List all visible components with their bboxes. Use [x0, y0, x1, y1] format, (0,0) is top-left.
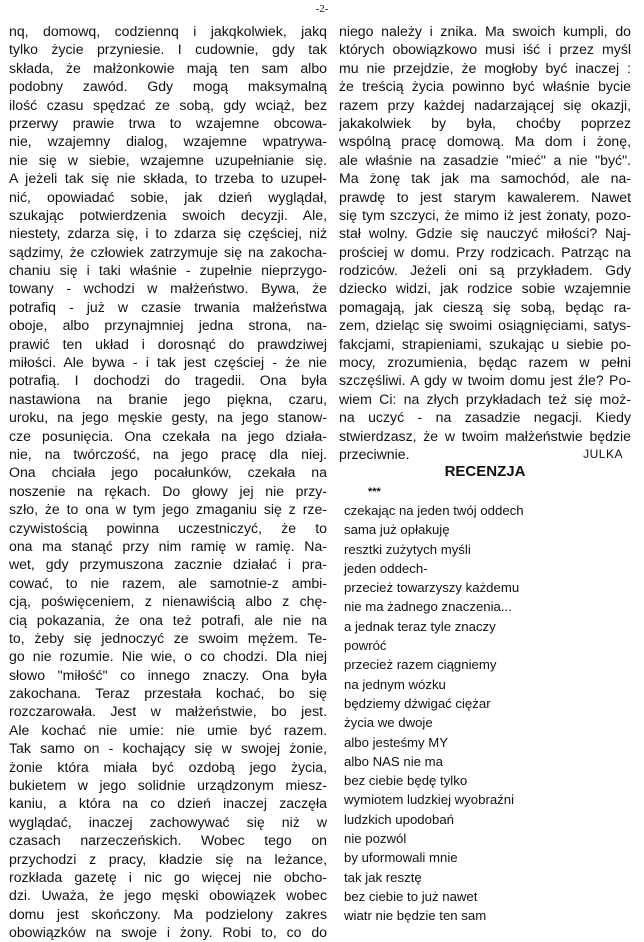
left-text-column — [9, 22, 327, 942]
text-line: fakcjami, strapieniami, szukając u siebie po- — [339, 335, 631, 352]
text-line: to, żeby się jednoczyć ze swoim mężem. Te- — [9, 629, 327, 646]
text-line: się tym szczyci, że mimo iż jest żonaty, pozo- — [339, 206, 631, 223]
text-line: Ona chciała jego pocałunków, czekała na — [9, 464, 327, 481]
poem-line: albo NAS nie ma — [344, 753, 443, 769]
text-line: jakakolwiek by była, choćby poprzez — [339, 114, 631, 131]
text-line: wspólną pracę domową. Ma dom i żonę, — [339, 133, 631, 150]
text-line: nić, opowiadać sobie, jak dzień wyglądał, — [9, 188, 327, 205]
text-line: przerwy prawie trwa to wzajemne obcowa- — [9, 114, 327, 131]
text-line: cować, to nie razem, ale samotnie-z ambi- — [9, 574, 327, 591]
poem-line: nie ma żadnego znaczenia... — [344, 599, 512, 615]
poem-line: czekając na jeden twój oddech — [344, 503, 524, 518]
text-line: obowiązków na swoje i żony. Robi to, co do — [9, 924, 327, 941]
text-line: prawić ten układ i dorosnąć do prawdziwej — [9, 335, 327, 352]
text-line: wiem Ci: na złych przykładach też się moż- — [339, 390, 631, 407]
text-line: razem przy każdej nadarzającej się okazji, — [339, 96, 631, 113]
text-line: miłości. Ale bywa - i tak jest częściej - że nie — [9, 354, 327, 371]
text-line: domu jest skończony. Ma podzielony zakres — [9, 905, 327, 922]
text-line: A jeżeli tak się nie składa, to trzeba to uzupeł- — [9, 170, 327, 187]
text-line: ona ma stanąć przy nim ramię w ramię. Na- — [9, 537, 327, 554]
text-line: prawdę to jest starym kawalerem. Nawet — [339, 188, 631, 205]
text-line: podobny zawód. Gdy mogą maksymalną — [9, 78, 327, 95]
poem-line: przecież razem ciągniemy — [344, 657, 497, 673]
text-line: chaniu się i taki właśnie - zupełnie nieprzygo- — [9, 262, 327, 279]
text-line: wyglądać, inaczej zachowywać się niż w — [9, 813, 327, 830]
text-line: szło, że to ona w tym jego zmaganiu się z rze- — [9, 501, 327, 518]
text-line: składa, że małżonkowie mają ten sam albo — [9, 59, 327, 76]
review-heading: RECENZJA — [444, 463, 526, 480]
poem-line: by uformowali mnie — [344, 850, 458, 866]
poem-line: wymiotem ludzkiej wyobraźni — [344, 792, 515, 808]
text-line: przeciwnie. — [339, 445, 410, 462]
text-line: rodziców. Jeżeli oni są przykładem. Gdy — [339, 262, 631, 279]
poem-line: będziemy dźwigać ciężar — [344, 695, 491, 711]
text-line: ilość czasu spędzać ze sobą, gdy wciąż, bez — [9, 96, 327, 113]
poem-line: przecież towarzyszy każdemu — [344, 580, 520, 596]
text-line: zem, dzieląc się swoimi osiągnięciami, satys- — [339, 317, 631, 334]
text-line: czywistością powinna uczestniczyć, że to — [9, 519, 327, 536]
text-line: cze posunięcia. Ona czekała na jego działa- — [9, 427, 327, 444]
poem — [344, 501, 634, 926]
text-line: nastawiona na branie jego piękna, czaru, — [9, 390, 327, 407]
poem-line: wiatr nie będzie ten sam — [344, 908, 487, 924]
text-line: na uczyć - na zasadzie negacji. Kiedy — [339, 409, 631, 426]
poem-line: jeden oddech- — [344, 560, 428, 576]
text-line: dzi. Uważa, że jego męski obowiązek wobec — [9, 887, 327, 904]
text-line: kaniu, a która na co dzień inaczej zaczęła — [9, 795, 327, 812]
page-number: -2- — [315, 3, 329, 15]
poem-line: resztki zużytych myśli — [344, 541, 471, 557]
poem-line: na jednym wózku — [344, 676, 446, 692]
text-line: stwierdzasz, że w twoim małżeństwie będzie — [339, 427, 631, 444]
poem-line: a jednak teraz tyle znaczy — [344, 618, 496, 634]
poem-line: bez ciebie to już nawet — [344, 888, 478, 904]
text-line: przychodzi z pracy, kładzie się na leżance, — [9, 850, 327, 867]
text-line: stał wolny. Gdzie się nauczyć miłości? Naj- — [339, 225, 631, 242]
text-line: tylko życie przyniesie. I cudownie, gdy tak — [9, 41, 327, 58]
text-line: pomagają, jak cieszą się sobą, będąc ra- — [339, 298, 631, 315]
right-text-column — [339, 22, 631, 463]
poem-line: albo jesteśmy MY — [344, 734, 449, 750]
text-line: że treścią życia powinno być właśnie bycie — [339, 78, 631, 95]
text-line: prościej w domu. Przy rodzicach. Patrząc na — [339, 243, 631, 260]
text-line: bukietem w jego solidnie urządzonym miesz- — [9, 777, 327, 794]
text-line: żonie która miała być ozdobą jego życia, — [9, 758, 327, 775]
poem-line: tak jak resztę — [344, 869, 422, 885]
text-line: sądzimy, że człowiek zatrzymuje się na zakocha- — [9, 243, 327, 260]
text-line: dziecko widzi, jak rodzice sobie wzajemnie — [339, 280, 631, 297]
text-line: cią pokazania, że ona też potrafi, ale nie na — [9, 611, 327, 628]
text-line: noszenie na rękach. Do głowy jej nie przy- — [9, 482, 327, 499]
text-line: potrafią. I dochodzi do tragedii. Ona była — [9, 372, 327, 389]
text-line: mu nie przejdzie, że mogłoby być inaczej : — [339, 59, 631, 76]
text-line: mocy, zrozumienia, będąc razem w pełni — [339, 354, 631, 371]
poem-line: powróć — [344, 638, 387, 654]
text-line: Ma żonę tak jak ma samochód, ale na- — [339, 170, 631, 187]
poem-line: życia we dwoje — [344, 715, 433, 731]
text-line: cją, poświęceniem, z nienawiścią albo z chę- — [9, 593, 327, 610]
text-line: towany - wchodzi w małżeństwo. Bywa, że — [9, 280, 327, 297]
text-line: Ale kochać nie umie: nie umie być razem. — [9, 721, 327, 738]
text-line: rozkłada gazetę i nic go więcej nie obcho- — [9, 868, 327, 885]
text-line: potrafiq - już w czasie trwania małżeństwa — [9, 298, 327, 315]
poem-line: nie pozwól — [344, 831, 407, 847]
text-line: go nie rozumie. Nie wie, o co chodzi. Dla niej — [9, 648, 327, 665]
poem-line: sama już opłakuję — [344, 522, 450, 538]
text-line: nie, na twórczość, na jego pracę dla niej. — [9, 445, 327, 462]
text-line: nie, wzajemny dialog, wzajemne wpatrywa- — [9, 133, 327, 150]
text-line: szczęśliwi. A gdy w twoim domu jest źle? Po- — [339, 372, 631, 389]
poem-line: bez ciebie będę tylko — [344, 773, 468, 789]
poem-line: ludzkich upodobań — [344, 811, 454, 827]
text-line: czasach narzeczeńskich. Wobec tego on — [9, 832, 327, 849]
text-line: oboje, albo przynajmniej jedna strona, na- — [9, 317, 327, 334]
text-line: zakochana. Teraz przestała kochać, bo się — [9, 685, 327, 702]
text-line: szukając potwierdzenia swoich decyzji. Ale, — [9, 206, 327, 223]
text-line: nq, domowq, codziennq i jakqkolwiek, jakq — [9, 23, 327, 39]
text-line: nie się w siebie, wzajemne uzupełnianie się. — [9, 151, 327, 168]
text-line: ale właśnie na zasadzie "mieć" a nie "być". — [339, 151, 631, 168]
text-line: wet, gdy przymuszona zacznie działać i pra- — [9, 556, 327, 573]
text-line: których obowiązkowo musi iść i przez myśl — [339, 41, 631, 58]
text-line: uroku, na jego męskie gesty, na jego stanow- — [9, 409, 327, 426]
text-line: niego należy i znika. Ma swoich kumpli, do — [339, 23, 631, 39]
text-line: Tak samo on - kochający się w swojej żonie, — [9, 740, 327, 757]
text-line: słowo "miłość" co innego znaczy. Ona była — [9, 666, 327, 683]
poem-stars: *** — [368, 486, 381, 498]
text-line: rozczarowała. Jest w małżeństwie, bo jest. — [9, 703, 327, 720]
text-line: niestety, zdarza się, i to zdarza się częściej, niż — [9, 225, 327, 242]
author-signature: JULKA — [583, 446, 623, 461]
